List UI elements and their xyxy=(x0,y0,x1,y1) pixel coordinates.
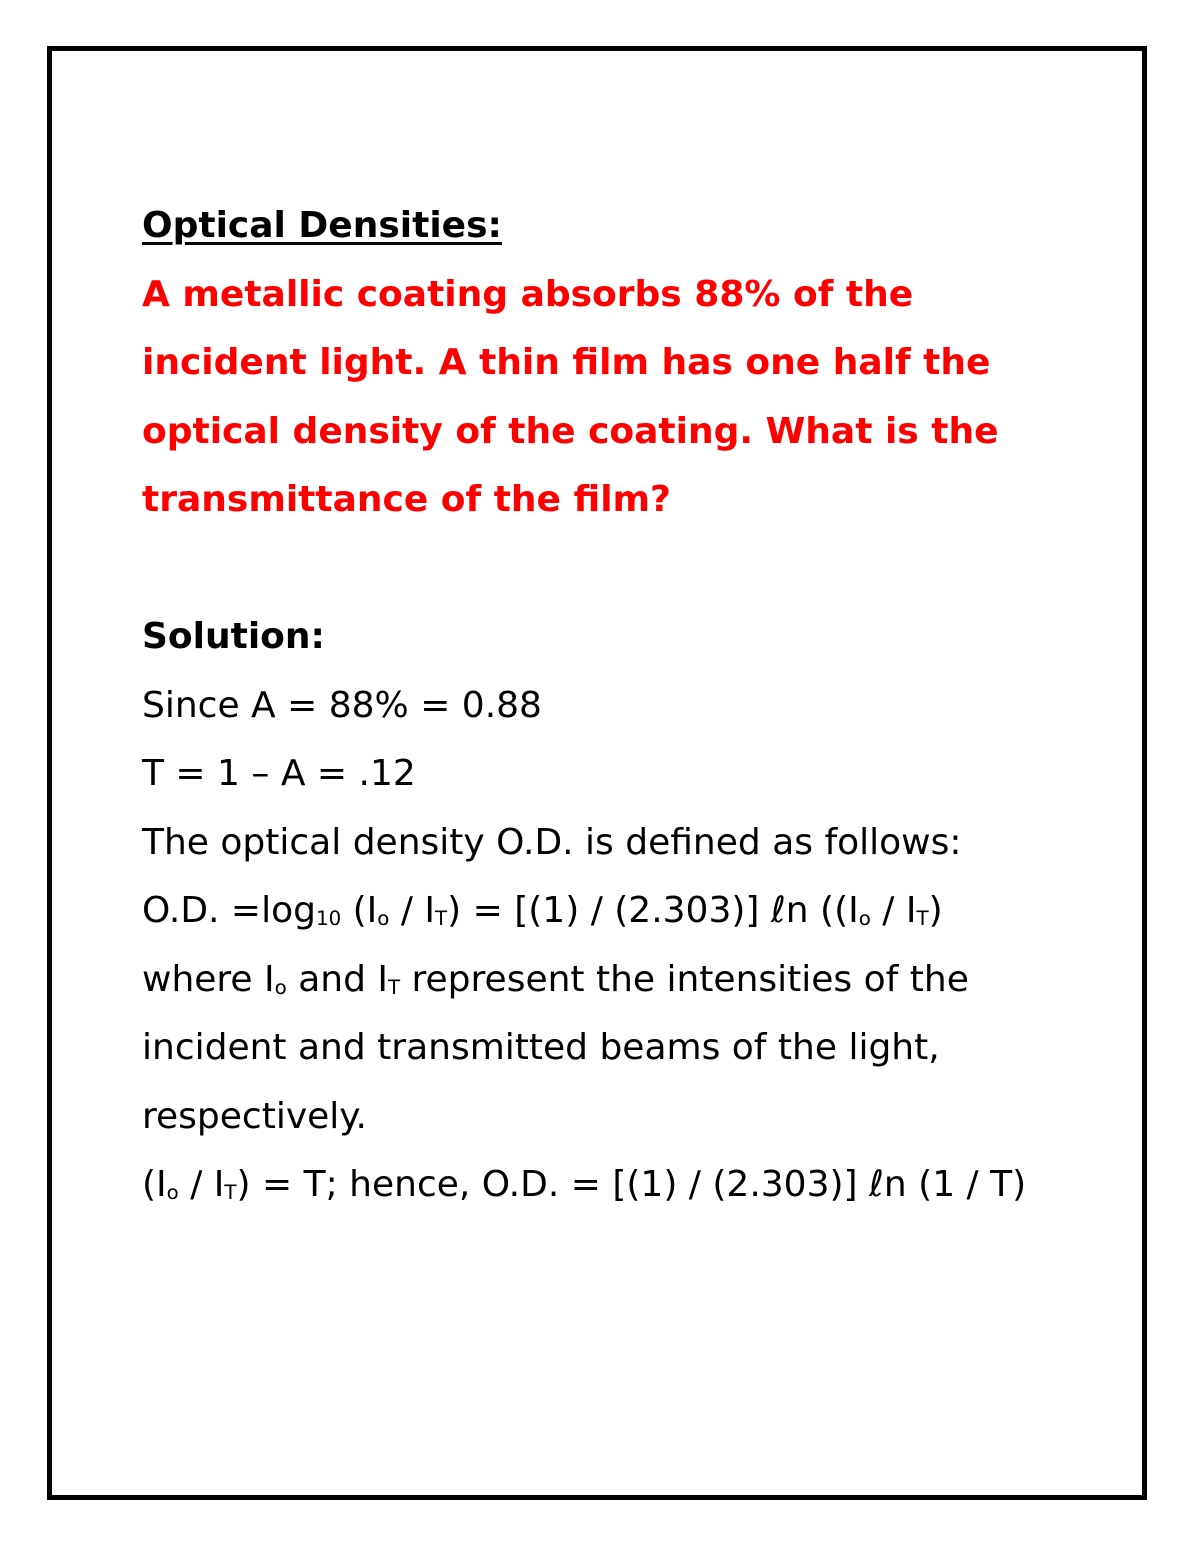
formula-text: (I xyxy=(341,890,378,931)
problem-statement: A metallic coating absorbs 88% of the incident light. A thin film has one half the optical density of the coating. What is the transmittance of the film? xyxy=(142,273,999,520)
od-definition-line: The optical density O.D. is defined as follows: xyxy=(142,821,962,863)
subscript-o: o xyxy=(166,1180,179,1204)
subscript-t: T xyxy=(435,906,448,930)
formula-prefix: O.D. =log xyxy=(142,890,316,931)
explanation-text: represent the intensities of the incident and transmitted beams of the light, respectively. xyxy=(142,958,969,1137)
log-base: 10 xyxy=(315,906,342,930)
page-title: Optical Densities: xyxy=(142,205,502,246)
formula-text: / I xyxy=(870,890,917,931)
subscript-o: o xyxy=(858,906,871,930)
formula-text: / I xyxy=(389,890,436,931)
subscript-t: T xyxy=(916,906,929,930)
formula-text: ) = T; hence, O.D. = [(1) / (2.303)] ℓn (1 / T) xyxy=(236,1164,1027,1205)
formula-text: (I xyxy=(142,1164,167,1205)
explanation-text: and I xyxy=(286,958,388,1000)
formula-text: ) = [(1) / (2.303)] ℓn ((I xyxy=(447,890,859,931)
document-body xyxy=(142,192,1062,1220)
subscript-o: o xyxy=(274,975,287,999)
spacer xyxy=(142,535,1062,604)
subscript-t: T xyxy=(224,1180,237,1204)
subscript-o: o xyxy=(377,906,390,930)
transmittance-line: T = 1 – A = .12 xyxy=(142,753,416,794)
explanation-text: where I xyxy=(142,958,275,1000)
od-formula xyxy=(142,877,1062,946)
solution-heading: Solution: xyxy=(142,616,325,657)
hence-formula xyxy=(142,1151,1062,1220)
subscript-t: T xyxy=(387,975,401,999)
formula-text: ) xyxy=(928,890,943,931)
intensity-explanation xyxy=(142,946,1062,1152)
formula-text: / I xyxy=(178,1164,225,1205)
absorbance-line: Since A = 88% = 0.88 xyxy=(142,684,542,726)
